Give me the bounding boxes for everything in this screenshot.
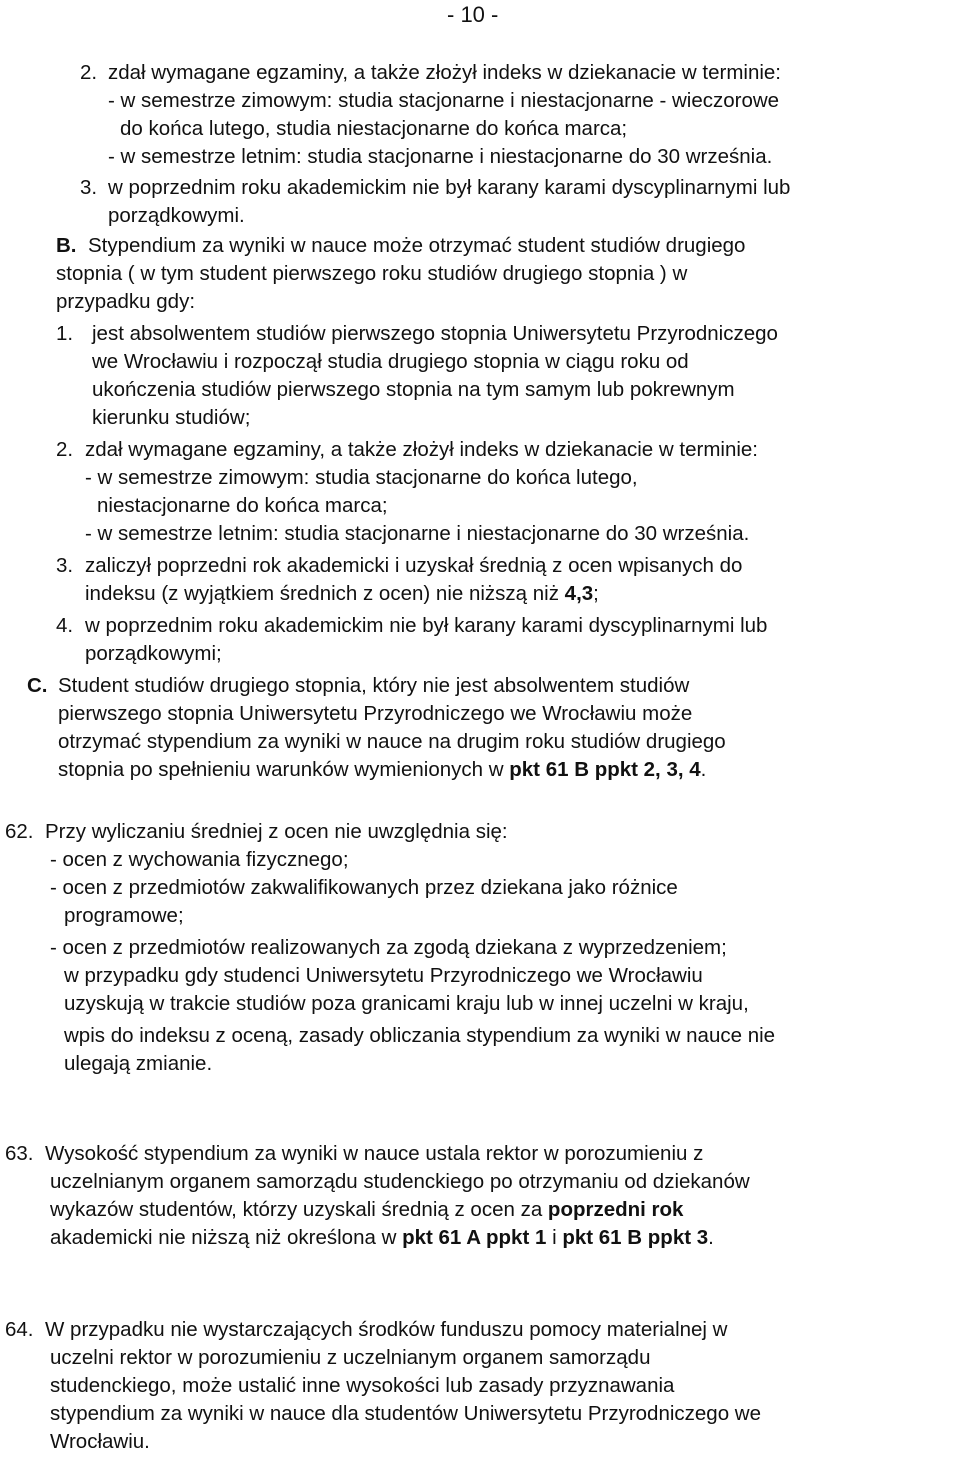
bold-value: 4,3 xyxy=(564,582,594,605)
text-line: uczelni rektor w porozumieniu z uczelnianym organem samorządu xyxy=(50,1346,651,1369)
text-line: - w semestrze zimowym: studia stacjonarne i niestacjonarne - wieczorowe xyxy=(108,89,780,112)
text-line: przypadku gdy: xyxy=(56,290,196,313)
text-line: w przypadku gdy studenci Uniwersytetu Przyrodniczego we Wrocławiu xyxy=(64,964,703,987)
text-line: do końca lutego, studia niestacjonarne do końca marca; xyxy=(120,117,628,140)
text-line: studenckiego, może ustalić inne wysokości lub zasady przyznawania xyxy=(50,1374,675,1397)
text-line: ukończenia studiów pierwszego stopnia na tym samym lub pokrewnym xyxy=(92,378,735,401)
text-line: w poprzednim roku akademickim nie był karany karami dyscyplinarnymi lub xyxy=(108,176,791,199)
text-line: zdał wymagane egzaminy, a także złożył indeks w dziekanacie w terminie: xyxy=(108,61,782,84)
text-line: uczelnianym organem samorządu studenckiego po otrzymaniu od dziekanów xyxy=(50,1170,750,1193)
text-line: stopnia ( w tym student pierwszego roku studiów drugiego stopnia ) w xyxy=(56,262,688,285)
paragraph-number: 64. xyxy=(5,1318,34,1341)
text-line: porządkowymi; xyxy=(85,642,222,665)
text-line: Student studiów drugiego stopnia, który nie jest absolwentem studiów xyxy=(58,674,690,697)
list-label: 2. xyxy=(56,438,74,461)
text-line: Przy wyliczaniu średniej z ocen nie uwzględnia się: xyxy=(45,820,508,843)
text-line: - w semestrze letnim: studia stacjonarne i niestacjonarne do 30 września. xyxy=(85,522,750,545)
text-line: ulegają zmianie. xyxy=(64,1052,213,1075)
text-line: stypendium za wyniki w nauce dla studentów Uniwersytetu Przyrodniczego we xyxy=(50,1402,762,1425)
bold-reference: pkt 61 B ppkt 3 xyxy=(562,1226,709,1249)
text-line: kierunku studiów; xyxy=(92,406,251,429)
bold-reference: pkt 61 A ppkt 1 xyxy=(402,1226,547,1249)
text-line: jest absolwentem studiów pierwszego stopnia Uniwersytetu Przyrodniczego xyxy=(92,322,778,345)
text-line: W przypadku nie wystarczających środków funduszu pomocy materialnej w xyxy=(45,1318,728,1341)
text-line: we Wrocławiu i rozpoczął studia drugiego stopnia w ciągu roku od xyxy=(92,350,689,373)
paragraph-number: 63. xyxy=(5,1142,34,1165)
text-line: uzyskują w trakcie studiów poza granicami kraju lub w innej uczelni w kraju, xyxy=(64,992,749,1015)
text-line: - ocen z przedmiotów realizowanych za zgodą dziekana z wyprzedzeniem; xyxy=(50,936,727,959)
text-line: indeksu (z wyjątkiem średnich z ocen) nie niższą niż 4,3; xyxy=(85,582,599,605)
text-line: akademicki nie niższą niż określona w pkt 61 A ppkt 1 i pkt 61 B ppkt 3. xyxy=(50,1226,714,1249)
section-label: B. xyxy=(56,234,77,257)
text-line: - w semestrze letnim: studia stacjonarne i niestacjonarne do 30 września. xyxy=(108,145,773,168)
text-line: programowe; xyxy=(64,904,184,927)
list-label: 1. xyxy=(56,322,74,345)
text-line: stopnia po spełnieniu warunków wymienionych w pkt 61 B ppkt 2, 3, 4. xyxy=(58,758,707,781)
text-line: Stypendium za wyniki w nauce może otrzymać student studiów drugiego xyxy=(88,234,746,257)
text-line: otrzymać stypendium za wyniki w nauce na drugim roku studiów drugiego xyxy=(58,730,726,753)
text-line: porządkowymi. xyxy=(108,204,245,227)
text-line: niestacjonarne do końca marca; xyxy=(97,494,388,517)
list-label: 3. xyxy=(56,554,74,577)
text-line: Wysokość stypendium za wyniki w nauce ustala rektor w porozumieniu z xyxy=(45,1142,704,1165)
list-label: 4. xyxy=(56,614,74,637)
text-line: w poprzednim roku akademickim nie był karany karami dyscyplinarnymi lub xyxy=(85,614,768,637)
text-line: - ocen z wychowania fizycznego; xyxy=(50,848,349,871)
paragraph-number: 62. xyxy=(5,820,34,843)
text-line: zaliczył poprzedni rok akademicki i uzyskał średnią z ocen wpisanych do xyxy=(85,554,743,577)
text-line: pierwszego stopnia Uniwersytetu Przyrodniczego we Wrocławiu może xyxy=(58,702,693,725)
list-label: 2. xyxy=(80,61,98,84)
text-line: wykazów studentów, którzy uzyskali średnią z ocen za poprzedni rok xyxy=(50,1198,684,1221)
text-line: - w semestrze zimowym: studia stacjonarne do końca lutego, xyxy=(85,466,638,489)
list-label: 3. xyxy=(80,176,98,199)
bold-reference: pkt 61 B ppkt 2, 3, 4 xyxy=(509,758,701,781)
page-number: - 10 - xyxy=(447,2,499,27)
text-line: Wrocławiu. xyxy=(50,1430,150,1453)
section-label: C. xyxy=(27,674,48,697)
bold-phrase: poprzedni rok xyxy=(547,1198,684,1221)
text-line: wpis do indeksu z oceną, zasady obliczania stypendium za wyniki w nauce nie xyxy=(64,1024,776,1047)
text-line: zdał wymagane egzaminy, a także złożył indeks w dziekanacie w terminie: xyxy=(85,438,759,461)
text-line: - ocen z przedmiotów zakwalifikowanych przez dziekana jako różnice xyxy=(50,876,678,899)
